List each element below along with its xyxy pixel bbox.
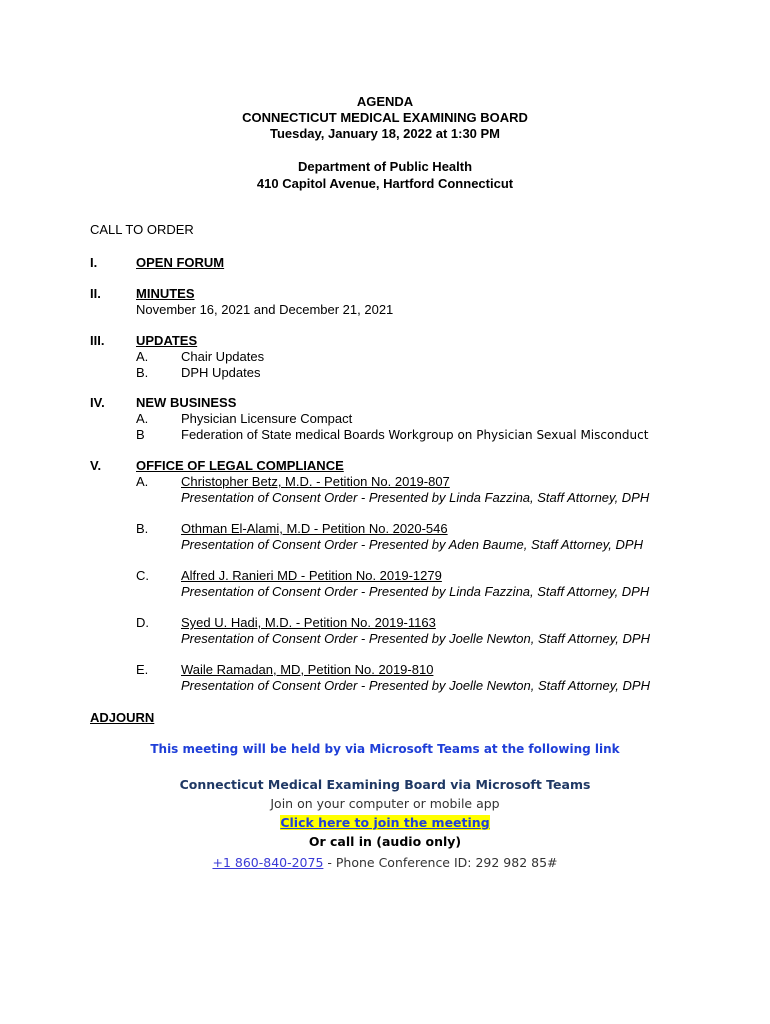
new-business-item: Physician Licensure Compact bbox=[181, 411, 353, 426]
item-letter: B. bbox=[136, 521, 149, 536]
section-number: II. bbox=[90, 286, 101, 301]
update-item: DPH Updates bbox=[181, 365, 261, 380]
case-title: Alfred J. Ranieri MD - Petition No. 2019-1279 bbox=[181, 568, 442, 583]
section-number: IV. bbox=[90, 395, 105, 410]
new-business-item bbox=[181, 427, 648, 443]
case-description: Presentation of Consent Order - Presented by Joelle Newton, Staff Attorney, DPH bbox=[181, 678, 650, 693]
case-description: Presentation of Consent Order - Presented by Aden Baume, Staff Attorney, DPH bbox=[181, 537, 643, 552]
section-title-open-forum: OPEN FORUM bbox=[136, 255, 225, 270]
item-letter: B. bbox=[136, 365, 149, 380]
case-description: Presentation of Consent Order - Presented by Linda Fazzina, Staff Attorney, DPH bbox=[181, 584, 650, 599]
agenda-heading: AGENDA bbox=[356, 94, 414, 109]
minutes-dates: November 16, 2021 and December 21, 2021 bbox=[136, 302, 394, 317]
case-description: Presentation of Consent Order - Presented by Linda Fazzina, Staff Attorney, DPH bbox=[181, 490, 650, 505]
adjourn-heading: ADJOURN bbox=[90, 710, 155, 725]
board-name: CONNECTICUT MEDICAL EXAMINING BOARD bbox=[242, 110, 528, 125]
case-title: Othman El-Alami, M.D - Petition No. 2020-546 bbox=[181, 521, 448, 536]
new-business-item-part2: Workgroup on Physician Sexual Misconduct bbox=[388, 428, 649, 442]
item-letter: A. bbox=[136, 474, 149, 489]
join-instructions: Join on your computer or mobile app bbox=[270, 796, 500, 811]
item-letter: A. bbox=[136, 349, 149, 364]
call-in-heading: Or call in (audio only) bbox=[308, 834, 462, 849]
case-description: Presentation of Consent Order - Presented by Joelle Newton, Staff Attorney, DPH bbox=[181, 631, 650, 646]
item-letter: A. bbox=[136, 411, 149, 426]
item-letter: D. bbox=[136, 615, 149, 630]
section-number: I. bbox=[90, 255, 98, 270]
case-title: Christopher Betz, M.D. - Petition No. 2019-807 bbox=[181, 474, 450, 489]
section-number: V. bbox=[90, 458, 102, 473]
case-title: Syed U. Hadi, M.D. - Petition No. 2019-1163 bbox=[181, 615, 436, 630]
section-title-legal-compliance: OFFICE OF LEGAL COMPLIANCE bbox=[136, 458, 344, 473]
section-title-new-business: NEW BUSINESS bbox=[136, 395, 237, 410]
new-business-item-part1: Federation of State medical Boards bbox=[181, 427, 389, 442]
case-title: Waile Ramadan, MD, Petition No. 2019-810 bbox=[181, 662, 434, 677]
call-to-order: CALL TO ORDER bbox=[90, 222, 194, 237]
phone-number-link[interactable]: +1 860-840-2075 bbox=[212, 855, 324, 870]
item-letter: C. bbox=[136, 568, 149, 583]
join-link-wrapper bbox=[0, 814, 770, 831]
item-letter: E. bbox=[136, 662, 149, 677]
teams-meeting-title: Connecticut Medical Examining Board via Microsoft Teams bbox=[179, 777, 591, 792]
item-letter: B bbox=[136, 427, 145, 442]
department-name: Department of Public Health bbox=[297, 159, 473, 174]
teams-notice: This meeting will be held by via Microsoft Teams at the following link bbox=[150, 742, 620, 756]
section-title-updates: UPDATES bbox=[136, 333, 198, 348]
section-title-minutes: MINUTES bbox=[136, 286, 195, 301]
section-number: III. bbox=[90, 333, 105, 348]
department-address: 410 Capitol Avenue, Hartford Connecticut bbox=[256, 176, 514, 191]
conference-id: - Phone Conference ID: 292 982 85# bbox=[323, 855, 558, 870]
phone-line bbox=[0, 854, 770, 871]
join-meeting-link[interactable]: Click here to join the meeting bbox=[280, 815, 490, 830]
meeting-date: Tuesday, January 18, 2022 at 1:30 PM bbox=[269, 126, 501, 141]
update-item: Chair Updates bbox=[181, 349, 265, 364]
